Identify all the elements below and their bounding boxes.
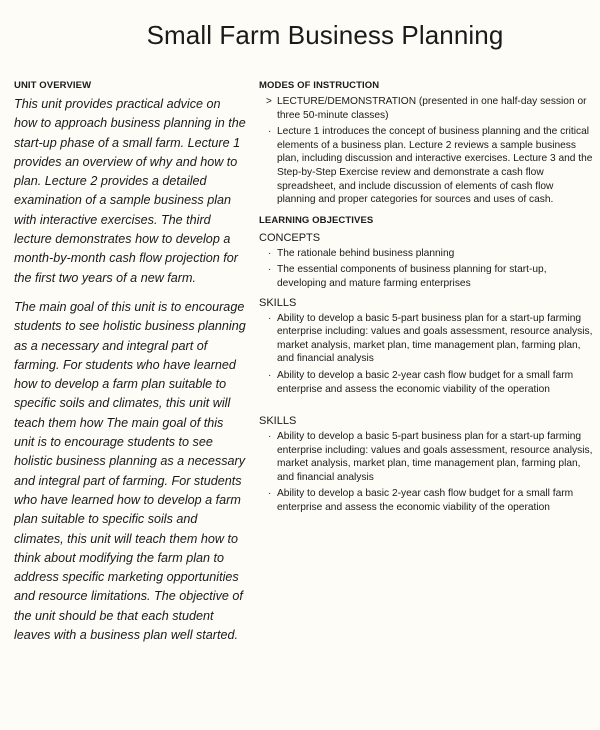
bullet-marker: · <box>268 247 272 259</box>
bullet-marker: · <box>268 431 272 443</box>
bullet-marker: · <box>268 312 272 324</box>
skills-heading-2: SKILLS <box>259 415 297 428</box>
page-title: Small Farm Business Planning <box>146 20 504 50</box>
list-item-text: The rationale behind business planning <box>277 247 455 259</box>
bullet-marker: · <box>268 488 272 500</box>
list-item <box>259 95 593 122</box>
list-item <box>259 125 593 207</box>
list-item-text: The essential components of business planning for start-up, developing and mature farming enterprises <box>277 264 547 289</box>
instruction-column <box>259 80 593 518</box>
skills-heading: SKILLS <box>259 296 297 309</box>
unit-overview-column <box>14 80 246 655</box>
list-item-text: Ability to develop a basic 5-part business plan for a start-up farming enterprise including: values and goals assessment, resource analysis, market analysis, market plan, time management plan, farming plan, and financial analysis <box>277 431 593 483</box>
bullet-marker: · <box>268 264 272 276</box>
arrow-marker: > <box>266 96 272 107</box>
list-item <box>259 312 593 366</box>
list-item-text: Ability to develop a basic 2-year cash flow budget for a small farm enterprise and assess the economic viability of the operation <box>277 488 574 514</box>
modes-list <box>259 95 593 207</box>
list-item-text: Ability to develop a basic 5-part business plan for a start-up farming enterprise including: values and goals assessment, resource analysis, market analysis, market plan, time management plan, farming plan, and financial analysis <box>277 312 593 365</box>
bullet-marker: · <box>268 126 272 138</box>
skills-list <box>259 312 593 397</box>
list-item-text: Lecture 1 introduces the concept of business planning and the critical elements of a business plan. Lecture 2 reviews a sample business plan, including discussion and interactive exercises. Lecture 3 and the Step-by-Step Exercise review and demonstrate a cash flow spreadsheet, and include discussion of elements of cash flow planning and proper categories for sources and uses of cash. <box>277 126 593 206</box>
list-item <box>259 430 593 484</box>
list-item-text: LECTURE/DEMONSTRATION (presented in one half-day session or three 50-minute classes) <box>277 96 587 121</box>
spacer <box>259 399 593 409</box>
list-item-text: Ability to develop a basic 2-year cash flow budget for a small farm enterprise and assess the economic viability of the operation <box>277 369 574 395</box>
concepts-list <box>259 247 593 291</box>
skills-list-2 <box>259 430 593 515</box>
concepts-heading: CONCEPTS <box>259 231 321 244</box>
list-item <box>259 247 593 261</box>
bullet-marker: · <box>268 369 272 381</box>
modes-heading: MODES OF INSTRUCTION <box>259 80 380 91</box>
overview-paragraph-2: The main goal of this unit is to encourage students to see holistic business planning as a necessary and integral part of farming. For students who have learned how to develop a farm plan suitable to specific soils and climates, this unit will teach them how The main goal of this unit is to encourage students to see holistic business planning as a necessary and integral part of farming. For students who have learned how to develop a farm plan suitable to specific soils and climates, this unit will teach them how to think about modifying the farm plan to address specific marketing opportunities and resource limitations. The objective of the unit should be that each student leaves with a business plan well started. <box>14 299 246 643</box>
unit-overview-heading: UNIT OVERVIEW <box>14 80 92 91</box>
overview-paragraph-1: This unit provides practical advice on how to approach business planning in the start-up phase of a small farm. Lecture 1 provides an overview of why and how to plan. Lecture 2 provides a detailed examination of a sample business plan with interactive exercises. The third lecture demonstrates how to develop a month-by-month cash flow projection for the first two years of a new farm. <box>14 97 246 285</box>
list-item <box>259 369 593 396</box>
list-item <box>259 263 593 290</box>
list-item <box>259 487 593 514</box>
learning-objectives-heading: LEARNING OBJECTIVES <box>259 214 374 226</box>
